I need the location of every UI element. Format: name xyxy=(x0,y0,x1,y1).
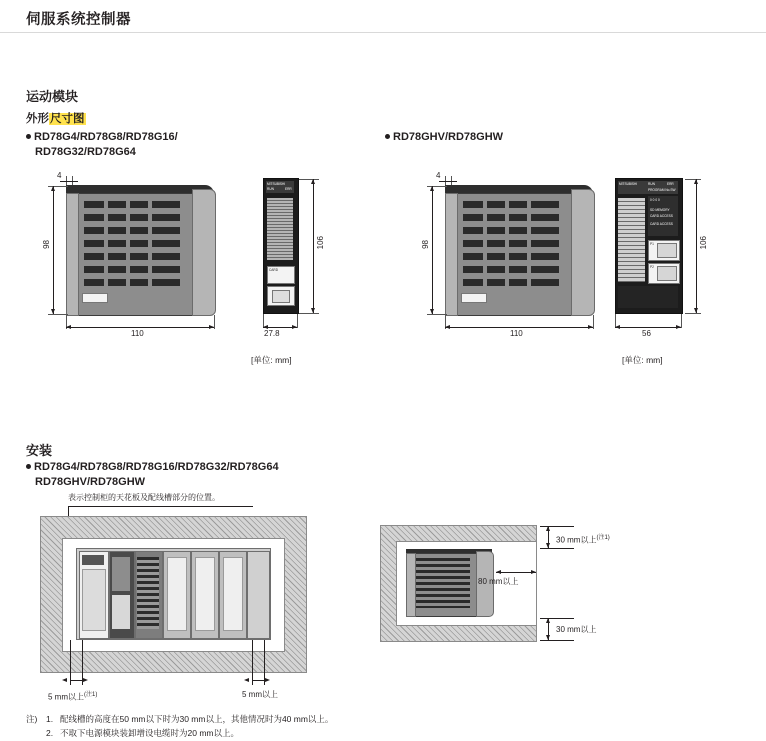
dim-arrow xyxy=(615,325,620,329)
clearance-line xyxy=(540,640,574,641)
module-front-view-rd78ghv xyxy=(445,185,600,315)
dim-arrow xyxy=(51,186,55,191)
dim-arrow xyxy=(62,678,67,682)
led-run-label: RUN xyxy=(648,182,655,186)
dim-arrow xyxy=(445,325,450,329)
vent-slot xyxy=(463,253,559,260)
ext-line xyxy=(299,179,319,180)
clearance-line xyxy=(252,640,253,685)
module-left-edge xyxy=(406,553,416,617)
module-label-strip xyxy=(461,293,487,303)
vent-slot xyxy=(463,214,559,221)
right-dim-top: 4 xyxy=(436,171,441,180)
cpu-module-lower xyxy=(112,595,130,629)
dim-arrow xyxy=(430,186,434,191)
outline-label-prefix: 外形 xyxy=(26,113,49,125)
rack-blank-slot xyxy=(247,551,270,639)
clearance-right-bottom: 5 mm以上 xyxy=(242,690,278,699)
vent-separator xyxy=(148,199,152,288)
install-callout: 表示控制柜的天花板及配线槽部分的位置。 xyxy=(68,493,220,502)
left-model-line1: RD78G4/RD78G8/RD78G16/ xyxy=(34,131,178,143)
section-heading-install: 安装 xyxy=(26,443,53,458)
vent-slot xyxy=(84,214,180,221)
module-front-view-rd78g xyxy=(66,185,221,315)
dim-line xyxy=(696,179,697,313)
dim-arrow xyxy=(531,570,536,574)
clearance-top-right-text: 30 mm以上 xyxy=(556,535,597,545)
bullet-icon xyxy=(26,134,31,139)
clearance-left-bottom-sup: (注1) xyxy=(84,692,98,698)
dim-line xyxy=(615,327,681,328)
module-right-bevel xyxy=(571,189,595,316)
module-left-edge xyxy=(66,193,79,316)
dim-arrow xyxy=(209,325,214,329)
dim-arrow xyxy=(546,635,550,640)
clearance-line xyxy=(70,640,71,685)
ext-line xyxy=(299,313,319,314)
dim-line xyxy=(313,179,314,313)
footnote-2-text: 不取下电源模块装卸增设电缆时为20 mm以上。 xyxy=(60,728,239,738)
dim-arrow xyxy=(496,570,501,574)
dim-arrow xyxy=(546,543,550,548)
right-dim-height-front: 98 xyxy=(421,240,430,249)
dim-line xyxy=(445,327,593,328)
footnote-label: 注) xyxy=(26,714,38,724)
dim-arrow xyxy=(546,526,550,531)
dim-arrow xyxy=(311,308,315,313)
left-model-names xyxy=(26,130,326,160)
callout-leader xyxy=(68,506,69,516)
power-module-face xyxy=(82,569,106,631)
bullet-icon xyxy=(26,464,31,469)
vent-slot xyxy=(463,227,559,234)
module-ribs xyxy=(618,198,645,282)
dim-line xyxy=(70,680,82,681)
outline-label xyxy=(26,110,86,126)
led-err-label: ERR xyxy=(285,187,292,191)
left-model-line2: RD78G32/RD78G64 xyxy=(35,146,136,158)
bullet-icon xyxy=(385,134,390,139)
cpu-module-face xyxy=(112,557,130,591)
io-module-face xyxy=(223,557,243,631)
dim-arrow xyxy=(66,325,71,329)
dim-line xyxy=(496,572,536,573)
right-dim-width-side: 56 xyxy=(642,329,651,338)
module-right-bevel xyxy=(192,189,216,316)
left-unit-note: [单位: mm] xyxy=(251,355,292,365)
port2-label: P2 xyxy=(650,265,654,269)
vent-separator xyxy=(505,199,509,288)
dim-arrow xyxy=(51,309,55,314)
vent-slot xyxy=(84,240,180,247)
left-dim-width-front: 110 xyxy=(131,329,144,338)
install-rack xyxy=(76,548,271,640)
clearance-left-bottom xyxy=(48,689,97,703)
vent-slot xyxy=(84,279,180,286)
led-run-label: RUN xyxy=(267,187,274,191)
vent-separator xyxy=(126,199,130,288)
vent-slot xyxy=(84,266,180,273)
dim-line xyxy=(439,181,457,182)
motion-module-vents xyxy=(137,557,159,629)
dim-arrow xyxy=(588,325,593,329)
right-model-line1: RD78GHV/RD78GHW xyxy=(393,131,504,143)
outline-label-highlight: 尺寸图 xyxy=(50,113,85,125)
vent-slot xyxy=(463,201,559,208)
dim-arrow xyxy=(694,308,698,313)
module-ribs xyxy=(267,198,293,260)
vent-slot xyxy=(84,253,180,260)
vent-slot xyxy=(84,201,180,208)
sd-memory-label: SD MEMORY xyxy=(650,208,670,212)
vent-slot xyxy=(84,227,180,234)
ext-line xyxy=(593,315,594,329)
ext-line xyxy=(681,314,682,328)
dim-arrow xyxy=(676,325,681,329)
dim-line xyxy=(60,181,78,182)
port1-label: P1 xyxy=(650,242,654,246)
install-models-line2: RD78GHV/RD78GHW xyxy=(35,476,146,488)
right-dim-width-front: 110 xyxy=(510,329,523,338)
ext-line xyxy=(685,313,701,314)
module-left-edge xyxy=(445,193,458,316)
left-dim-width-side: 27.8 xyxy=(264,329,280,338)
dim-arrow xyxy=(263,325,268,329)
module-label-strip xyxy=(82,293,108,303)
left-dim-height-side: 106 xyxy=(316,236,325,250)
clearance-middle-right: 80 mm以上 xyxy=(478,577,519,586)
brand-text: MITSUBISHI xyxy=(619,182,638,186)
program-sw-label: PROGRAM No.SW xyxy=(648,188,676,192)
module-vents xyxy=(416,558,470,608)
footnote-1-text: 配线槽的高度在50 mm以下时为30 mm以上，其他情况时为40 mm以上。 xyxy=(60,714,334,724)
callout-underline xyxy=(68,506,253,507)
sw-values-label: 0 0 0 0 xyxy=(650,198,660,202)
card-label: CARD xyxy=(269,268,279,272)
section-heading-motion: 运动模块 xyxy=(26,89,79,104)
dim-arrow xyxy=(83,678,88,682)
port-socket xyxy=(657,266,677,281)
card-access-label: CARD ACCESS xyxy=(650,214,673,218)
brand-text: MITSUBISHI xyxy=(267,182,286,186)
card-access-label-2: CARD ACCESS xyxy=(650,222,673,226)
right-model-names xyxy=(385,130,685,145)
install-models-line1: RD78G4/RD78G8/RD78G16/RD78G32/RD78G64 xyxy=(34,461,279,473)
vent-separator xyxy=(483,199,487,288)
clearance-left-bottom-text: 5 mm以上 xyxy=(48,692,84,702)
dim-line xyxy=(66,327,214,328)
module-side-view-rd78g xyxy=(263,178,299,315)
header-divider xyxy=(0,32,766,33)
ext-line xyxy=(214,315,215,329)
clearance-line xyxy=(540,548,574,549)
dim-arrow xyxy=(265,678,270,682)
ext-line xyxy=(48,314,68,315)
clearance-top-right xyxy=(556,532,610,546)
led-err-label: ERR xyxy=(667,182,674,186)
footnote-1-number: 1. xyxy=(46,714,54,724)
right-unit-note: [单位: mm] xyxy=(622,355,663,365)
dim-line xyxy=(53,186,54,314)
port-socket xyxy=(657,243,677,258)
right-dim-height-side: 106 xyxy=(699,236,708,250)
ext-line xyxy=(427,314,447,315)
page-title: 伺服系统控制器 xyxy=(26,12,131,28)
clearance-bottom-right: 30 mm以上 xyxy=(556,625,597,634)
dim-arrow xyxy=(694,179,698,184)
power-module-label xyxy=(82,555,104,565)
vent-slot xyxy=(463,279,559,286)
left-dim-height-front: 98 xyxy=(42,240,51,249)
module-bottom-strip xyxy=(618,286,678,308)
ext-line xyxy=(297,314,298,328)
vent-separator xyxy=(527,199,531,288)
dim-arrow xyxy=(292,325,297,329)
dim-arrow xyxy=(430,309,434,314)
dim-arrow xyxy=(311,179,315,184)
dim-arrow xyxy=(546,618,550,623)
vent-slot xyxy=(463,266,559,273)
dim-arrow xyxy=(244,678,249,682)
dim-line xyxy=(252,680,264,681)
install-model-names xyxy=(26,460,446,490)
io-module-face xyxy=(195,557,215,631)
vent-separator xyxy=(104,199,108,288)
vent-slot xyxy=(463,240,559,247)
clearance-top-right-sup: (注1) xyxy=(596,535,610,541)
module-side-view-rd78ghw xyxy=(615,178,685,315)
dim-line xyxy=(432,186,433,314)
left-dim-top: 4 xyxy=(57,171,62,180)
footnote-2-number: 2. xyxy=(46,728,54,738)
module-port xyxy=(272,290,290,303)
io-module-face xyxy=(167,557,187,631)
